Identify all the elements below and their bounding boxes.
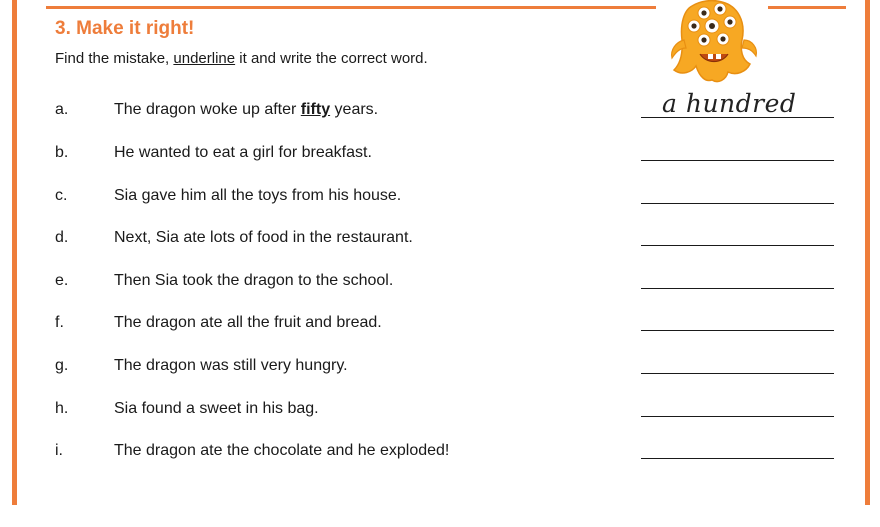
answer-line[interactable]: [641, 458, 834, 459]
item-letter: c.: [55, 187, 68, 204]
item-sentence: Sia gave him all the toys from his house.: [114, 187, 402, 204]
exercise-item: [0, 144, 880, 168]
item-sentence: Next, Sia ate lots of food in the restaurant.: [114, 229, 413, 246]
exercise-item: [0, 272, 880, 296]
sentence-end: years.: [330, 101, 379, 118]
item-letter: h.: [55, 400, 69, 417]
item-sentence: He wanted to eat a girl for breakfast.: [114, 144, 372, 161]
monster-mascot-icon: [666, 0, 762, 86]
answer-line[interactable]: [641, 245, 834, 246]
answer-line[interactable]: [641, 330, 834, 331]
item-letter: e.: [55, 272, 69, 289]
exercise-item: [0, 357, 880, 381]
exercise-title: 3. Make it right!: [55, 18, 195, 39]
item-letter: g.: [55, 357, 69, 374]
item-letter: i.: [55, 442, 63, 459]
item-letter: d.: [55, 229, 69, 246]
instructions-underlined-word: underline: [173, 50, 236, 67]
exercise-item: [0, 229, 880, 253]
sentence-start: The dragon woke up after: [114, 101, 301, 118]
exercise-item: [0, 187, 880, 211]
item-sentence: The dragon ate all the fruit and bread.: [114, 314, 382, 331]
header-rule-right: [768, 6, 846, 9]
underlined-mistake: fifty: [300, 101, 331, 118]
answer-line[interactable]: [641, 416, 834, 417]
handwritten-answer: a hundred: [662, 89, 797, 118]
exercise-item: [0, 314, 880, 338]
answer-line[interactable]: [641, 160, 834, 161]
item-sentence: The dragon was still very hungry.: [114, 357, 348, 374]
answer-line[interactable]: [641, 203, 834, 204]
item-letter: a.: [55, 101, 69, 118]
instructions: [55, 50, 428, 67]
item-sentence: Sia found a sweet in his bag.: [114, 400, 319, 417]
item-letter: b.: [55, 144, 69, 161]
item-sentence: Then Sia took the dragon to the school.: [114, 272, 394, 289]
exercise-item: [0, 442, 880, 466]
instructions-text: Find the mistake,: [55, 50, 174, 67]
instructions-text-end: it and write the correct word.: [235, 50, 428, 67]
item-letter: f.: [55, 314, 64, 331]
item-sentence: The dragon ate the chocolate and he exploded!: [114, 442, 450, 459]
answer-line[interactable]: [641, 373, 834, 374]
exercise-item: [0, 400, 880, 424]
item-sentence: [114, 101, 378, 119]
answer-line[interactable]: [641, 288, 834, 289]
exercise-item: [0, 89, 880, 125]
header-rule: [46, 6, 656, 9]
